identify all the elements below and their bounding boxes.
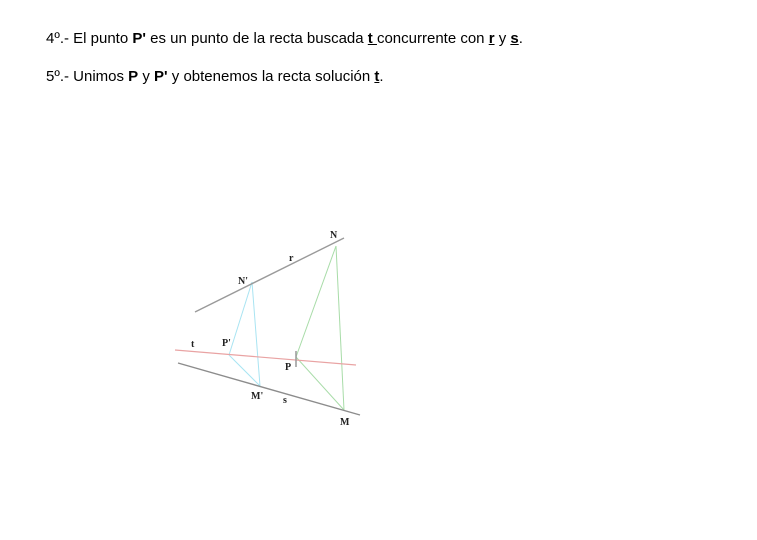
step-4-point-p-prime: P' (132, 30, 146, 47)
step-5-point-p: P (128, 68, 139, 85)
construction-line-n-p (296, 246, 336, 357)
step-5-line-t: t (374, 68, 380, 85)
step-5-end: . (379, 68, 384, 85)
step-4-line-r: r (488, 30, 495, 47)
step-5-prefix: 5º.- Unimos (46, 68, 129, 85)
line-r (195, 238, 344, 312)
step-4-and: y (494, 30, 511, 47)
step-5-mid: y obtenemos la recta solución (167, 68, 375, 85)
construction-line-n-prime-m-prime (252, 282, 260, 386)
label-p-prime: P' (222, 338, 231, 349)
line-t (175, 350, 356, 365)
step-4-mid: es un punto de la recta buscada (145, 30, 368, 47)
label-n: N (330, 230, 338, 241)
label-m: M (340, 417, 350, 428)
step-5-point-p-prime: P' (154, 68, 168, 85)
label-n-prime: N' (238, 276, 248, 287)
label-r: r (289, 253, 294, 264)
construction-line-n-m (336, 246, 344, 410)
step-4-end: . (518, 30, 523, 47)
label-m-prime: M' (251, 391, 264, 402)
line-s (178, 363, 360, 415)
step-4-line-s: s (510, 30, 519, 47)
step-4-prefix: 4º.- El punto (46, 30, 133, 47)
label-t: t (191, 339, 195, 350)
label-p: P (285, 362, 292, 373)
construction-line-p-m (296, 357, 344, 410)
label-s: s (283, 395, 287, 406)
step-5-and: y (138, 68, 155, 85)
step-4-line-t: t (367, 30, 377, 47)
step-4-mid2: concurrente con (376, 30, 489, 47)
